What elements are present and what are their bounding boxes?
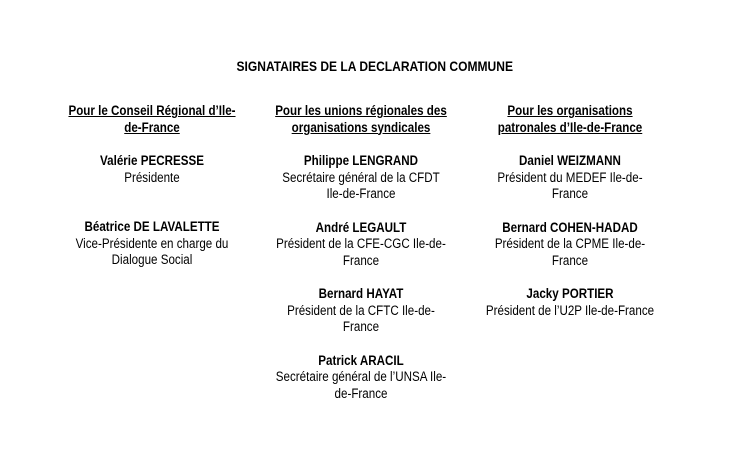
column-heading: Pour les unions régionales des organisations syndicales xyxy=(275,103,447,135)
signatory-role: Président de la CPME Ile-de-France xyxy=(494,236,646,268)
document-title-text: SIGNATAIRES DE LA DECLARATION COMMUNE xyxy=(236,58,514,74)
signatory-role: Président de l’U2P Ile-de-France xyxy=(485,302,655,318)
signatory-name: André LEGAULT xyxy=(315,219,407,235)
signatory-role: Présidente xyxy=(124,169,180,185)
signatory xyxy=(484,153,656,203)
signatory-role: Président du MEDEF Ile-de-France xyxy=(497,169,643,201)
signatory-name: Valérie PECRESSE xyxy=(100,153,204,168)
signatory-role: Secrétaire général de l’UNSA Ile-de-France xyxy=(275,369,447,401)
document-title xyxy=(0,58,750,74)
column-conseil-regional xyxy=(52,103,252,269)
signatory-name: Béatrice DE LAVALETTE xyxy=(84,219,220,234)
signatory xyxy=(275,353,447,403)
signatory-name: Patrick ARACIL xyxy=(318,352,404,368)
signatory xyxy=(66,219,238,269)
signatory xyxy=(484,286,656,319)
column-heading: Pour le Conseil Régional d’Ile-de-France xyxy=(68,103,236,135)
signatory xyxy=(484,220,656,270)
signatory-name: Philippe LENGRAND xyxy=(303,153,419,168)
signatory xyxy=(66,153,238,186)
column-heading: Pour les organisations patronales d’Ile-de-France xyxy=(497,103,643,135)
signatory-role: Président de la CFTC Ile-de-France xyxy=(287,302,435,334)
signatory-role: Vice-Présidente en charge du Dialogue Social xyxy=(75,235,229,267)
signatory-name: Bernard COHEN-HADAD xyxy=(502,219,638,235)
column-organisations-patronales xyxy=(470,103,670,319)
signatory-role: Président de la CFE-CGC Ile-de-France xyxy=(276,236,446,268)
signatory-role: Secrétaire général de la CFDT Ile-de-France xyxy=(282,169,440,201)
signatory xyxy=(275,153,447,203)
signatory-name: Jacky PORTIER xyxy=(526,286,614,301)
column-unions-syndicales xyxy=(261,103,461,402)
signatory xyxy=(275,286,447,336)
signatory xyxy=(275,220,447,270)
signatory-name: Bernard HAYAT xyxy=(318,286,404,301)
signatory-name: Daniel WEIZMANN xyxy=(519,153,621,168)
